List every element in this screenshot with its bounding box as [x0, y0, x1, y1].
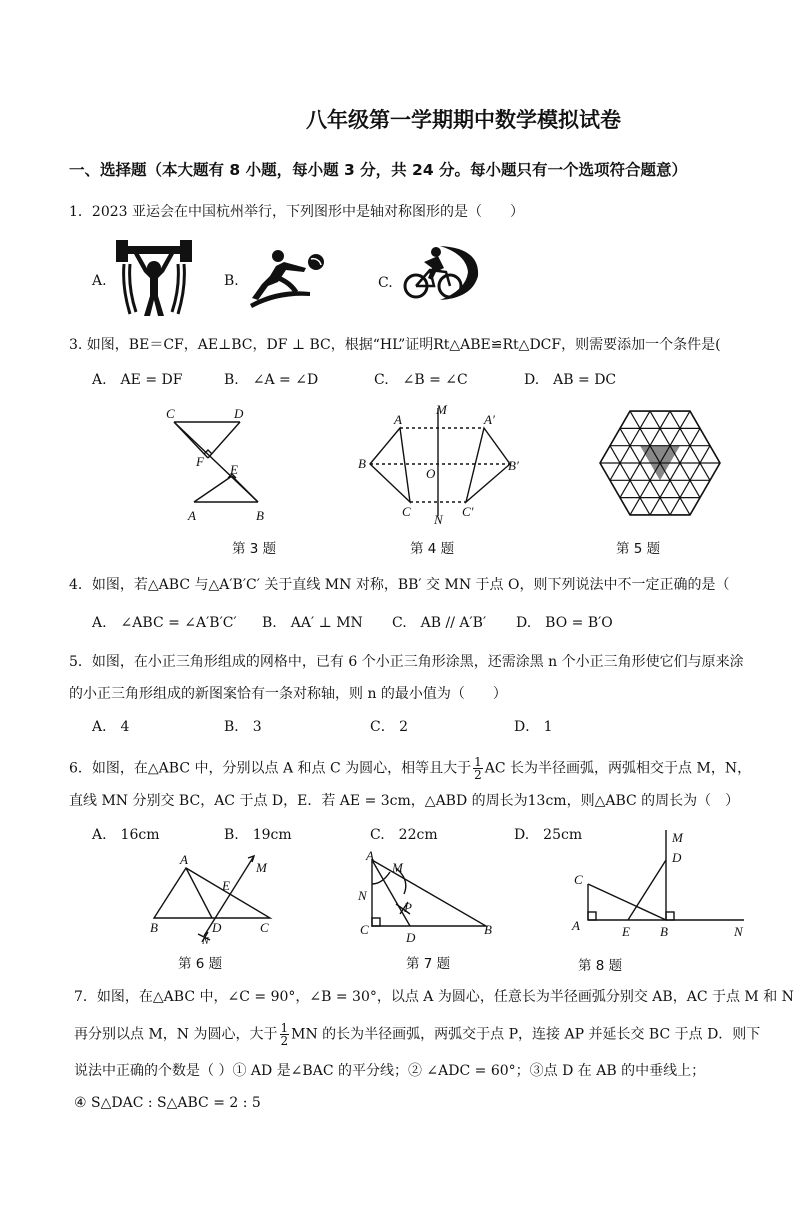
grid-line [734, 383, 794, 543]
q7-frac-num: 1 [280, 1021, 289, 1035]
figure-5 [598, 408, 722, 518]
q7-frac-den: 2 [280, 1034, 289, 1048]
q6-frac-den: 2 [474, 768, 482, 782]
q5-option-b: B． 3 [224, 719, 262, 735]
question-4-stem: 4．如图，若△ABC 与△A′B′C′ 关于直线 MN 对称，BB′ 交 MN 于点 O，则下列说法中不一定正确的是（ [69, 577, 730, 593]
fig4-label-b-prime: B′ [508, 458, 519, 473]
question-3-stem: 3. 如图，BE＝CF，AE⊥BC，DF ⊥ BC，根据“HL”证明Rt△ABE≌Rt△DCF，则需要添加一个条件是( [69, 337, 721, 353]
grid-line [514, 383, 606, 543]
question-7-line2 [74, 1022, 760, 1047]
grid-line [514, 383, 606, 543]
q6-option-c: C. 22cm [370, 827, 438, 843]
fig6-label-c: C [260, 920, 269, 935]
fig7-label-c: C [360, 922, 369, 937]
q6-frac-num: 1 [474, 755, 482, 769]
q1-option-c: C. [378, 275, 393, 291]
q1-option-b: B. [224, 273, 239, 289]
fig8-label-e: E [622, 924, 630, 939]
q6-option-a: A. 16cm [92, 827, 160, 843]
question-7-line1: 7．如图，在△ABC 中，∠C = 90°，∠B = 30°，以点 A 为圆心，任意长为半径画弧分别交 AB，AC 于点 M 和 N [74, 989, 794, 1005]
fig3-label-c: C [166, 406, 175, 421]
fig4-label-m: M [436, 402, 447, 417]
fig6-caption: 第 6 题 [178, 956, 223, 972]
fig4-label-a-prime: A′ [484, 412, 495, 427]
cycling-icon [400, 242, 482, 304]
q7-line2-pre: 再分别以点 M，N 为圆心，大于 [74, 1026, 278, 1043]
fig7-label-m: M [392, 860, 403, 875]
fig7-label-b: B [484, 922, 492, 937]
question-5-line2: 的小正三角形组成的新图案恰有一条对称轴，则 n 的最小值为（ ） [69, 686, 507, 702]
q3-option-a: A. AE = DF [92, 372, 183, 388]
fig8-label-b: B [660, 924, 668, 939]
fig4-label-a: A [394, 412, 402, 427]
fig4-caption: 第 4 题 [410, 541, 455, 557]
figure-8 [570, 826, 760, 942]
fig3-label-d: D [234, 406, 244, 421]
q3-option-b: B. ∠A = ∠D [224, 372, 319, 388]
fig5-caption: 第 5 题 [616, 541, 661, 557]
q6-option-b: B. 19cm [224, 827, 292, 843]
fig7-caption: 第 7 题 [406, 956, 451, 972]
q5-option-c: C． 2 [370, 719, 409, 735]
fig6-label-m: M [256, 860, 267, 875]
fig3-label-f: F [196, 454, 204, 469]
fig8-label-c: C [574, 872, 583, 887]
question-7-line3: 说法中正确的个数是（ ）① AD 是∠BAC 的平分线；② ∠ADC = 60°；③点 D 在 AB 的中垂线上； [74, 1063, 706, 1079]
volleyball-icon [248, 240, 328, 310]
question-6-line2: 直线 MN 分别交 BC，AC 于点 D，E．若 AE = 3cm，△ABD 的周长为13cm，则△ABC 的周长为（ ） [69, 793, 740, 809]
fig8-label-n: N [734, 924, 743, 939]
q5-option-a: A． 4 [92, 719, 130, 735]
q6-line1-pre: 6．如图，在△ABC 中，分别以点 A 和点 C 为圆心，相等且大于 [69, 760, 472, 777]
q3-option-d: D. AB = DC [524, 372, 617, 388]
fig7-label-a: A [366, 848, 374, 863]
fig4-label-o: O [426, 466, 436, 481]
q7-line2-post: MN 的长为半径画弧，两弧交于点 P，连接 AP 并延长交 BC 于点 D．则下 [291, 1026, 761, 1043]
figure-6 [146, 852, 282, 948]
figure-4 [354, 400, 526, 528]
q7-fraction [280, 1022, 290, 1047]
question-5-line1: 5．如图，在小正三角形组成的网格中，已有 6 个小正三角形涂黑，还需涂黑 n 个小正三角形使它们与原来涂 [69, 654, 744, 670]
question-7-line4: ④ S△DAC : S△ABC = 2 : 5 [74, 1095, 261, 1111]
fig8-caption: 第 8 题 [578, 958, 623, 974]
fig7-label-n: N [358, 888, 367, 903]
fig6-label-n: N [202, 936, 209, 947]
weightlifting-icon [114, 238, 194, 318]
q3-option-c: C. ∠B = ∠C [374, 372, 468, 388]
fig7-label-p: P [404, 900, 412, 915]
q4-option-a: A. ∠ABC = ∠A′B′C′ [92, 615, 237, 631]
fig8-label-m: M [672, 830, 683, 845]
q6-fraction [473, 756, 483, 781]
fig3-label-a: A [188, 508, 196, 523]
fig3-caption: 第 3 题 [232, 541, 277, 557]
fig4-label-c: C [402, 504, 411, 519]
page-title: 八年级第一学期期中数学模拟试卷 [306, 108, 621, 132]
question-6-line1 [69, 756, 751, 781]
fig4-label-b: B [358, 456, 366, 471]
q5-option-d: D． 1 [514, 719, 553, 735]
grid-line [714, 383, 794, 543]
grid-line [714, 383, 794, 543]
fig6-label-e: E [222, 878, 230, 893]
q6-option-d: D. 25cm [514, 827, 583, 843]
q4-option-d: D. BO = B′O [516, 615, 613, 631]
q1-option-a: A. [92, 273, 107, 289]
grid-line [734, 383, 794, 543]
fig4-label-n: N [434, 512, 443, 527]
figure-3 [160, 400, 280, 530]
fig6-label-a: A [180, 852, 188, 867]
figure-7 [356, 850, 496, 946]
fig8-label-a: A [572, 918, 580, 933]
fig7-label-d: D [406, 930, 416, 945]
q4-option-c: C. AB // A′B′ [392, 615, 487, 631]
fig4-label-c-prime: C′ [462, 504, 474, 519]
q4-option-b: B. AA′ ⊥ MN [262, 615, 363, 631]
fig3-label-b: B [256, 508, 264, 523]
section-heading: 一、选择题（本大题有 8 小题，每小题 3 分，共 24 分。每小题只有一个选项符合题意） [69, 161, 688, 179]
question-1-stem: 1．2023 亚运会在中国杭州举行，下列图形中是轴对称图形的是（ ） [69, 204, 524, 220]
q6-line1-post: AC 长为半径画弧，两弧相交于点 M，N， [484, 760, 752, 777]
fig8-label-d: D [672, 850, 682, 865]
fig6-label-b: B [150, 920, 158, 935]
fig6-label-d: D [212, 920, 222, 935]
fig3-label-e: E [230, 462, 238, 477]
